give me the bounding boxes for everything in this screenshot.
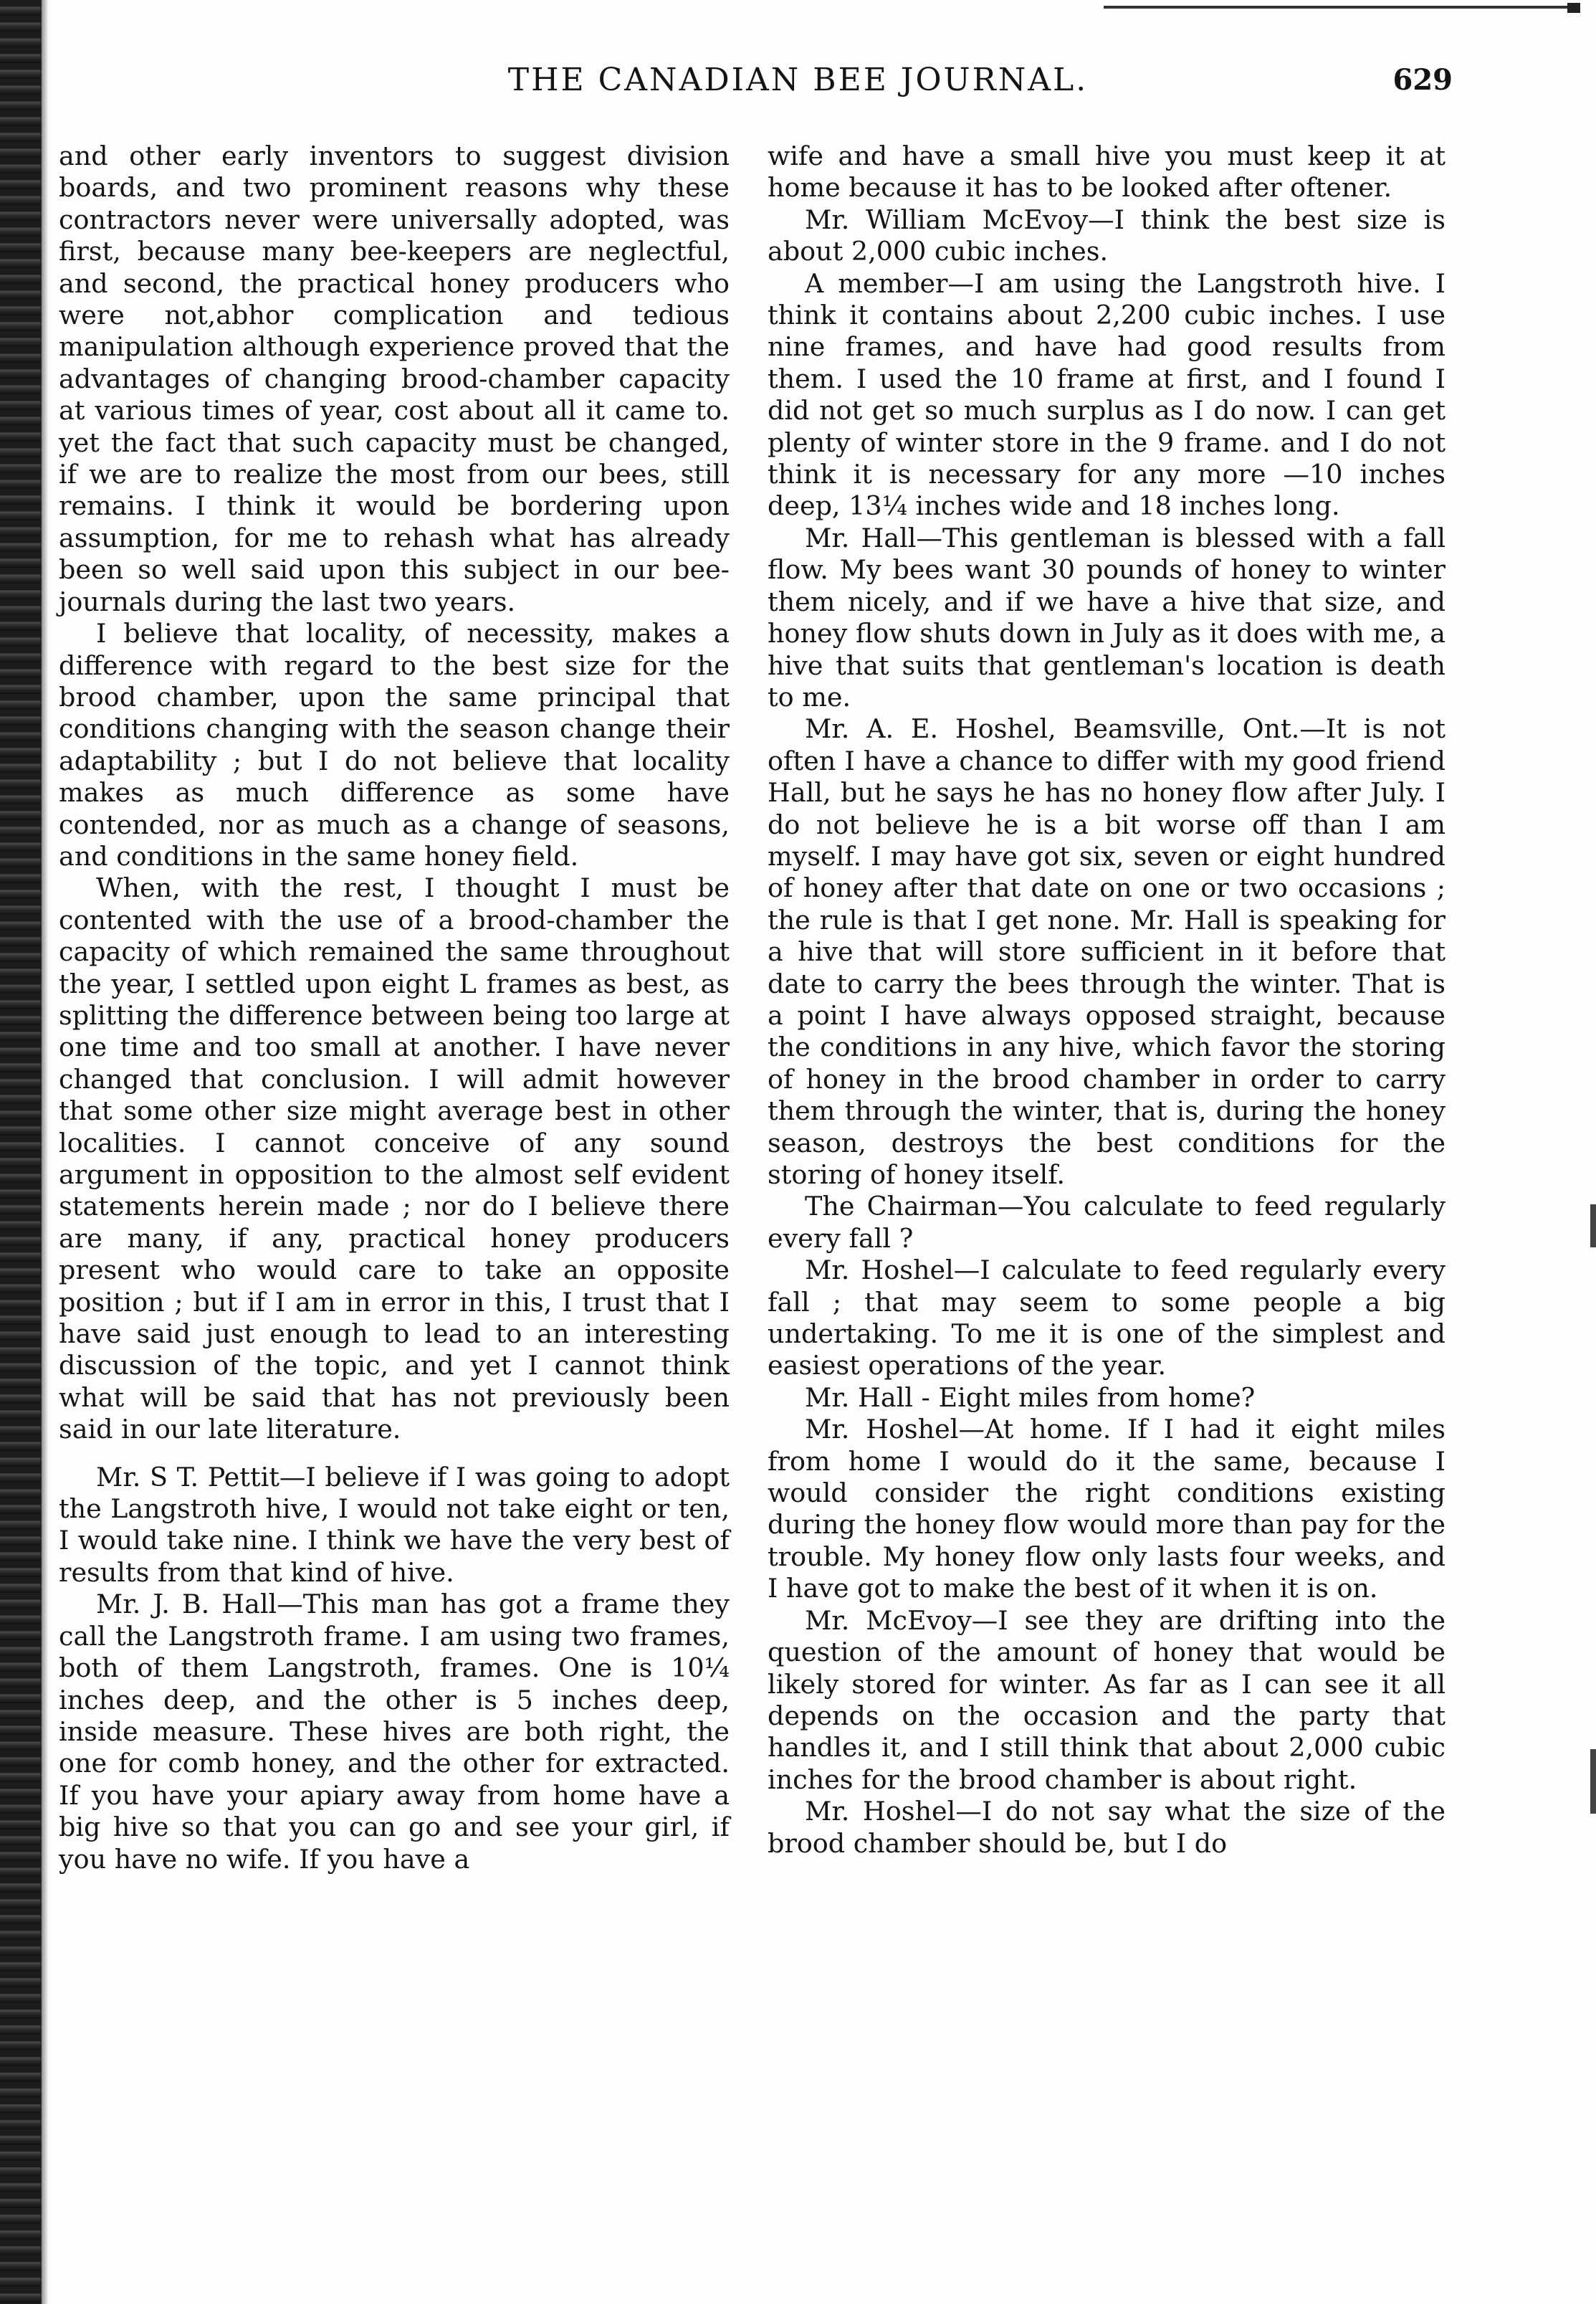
- paragraph: Mr. Hoshel—At home. If I had it eight miles from home I would do it the same, because I would consider the right conditions existing during the honey flow would more than pay for the trouble. My honey flow only lasts four weeks, and I have got to make the best of it when it is on.: [768, 1414, 1446, 1604]
- running-header: [0, 62, 1596, 105]
- scan-mark: [1590, 1749, 1596, 1814]
- paragraph: Mr. William McEvoy—I think the best size is about 2,000 cubic inches.: [768, 204, 1446, 267]
- paragraph: Mr. A. E. Hoshel, Beamsville, Ont.—It is not often I have a chance to differ with my good friend Hall, but he says he has no honey flow after July. I do not believe he is a bit worse off than I am myself. I may have got six, seven or eight hundred of honey after that date on one or two occasions ; the rule is that I get none. Mr. Hall is speaking for a hive that will store sufficient in it before that date to carry the bees through the winter. That is a point I have always opposed straight, because the conditions in any hive, which favor the storing of honey in the brood chamber in order to carry them through the winter, that is, during the honey season, destroys the best conditions for the storing of honey itself.: [768, 713, 1446, 1190]
- left-column: [59, 141, 730, 1875]
- paragraph: and other early inventors to suggest division boards, and two prominent reasons why these contractors never were universally adopted, was first, because many bee-keepers are neglectful, and second, the practical honey producers who were not,abhor complication and tedious manipulation although experience proved that the advantages of changing brood-chamber capacity at various times of year, cost about all it came to. yet the fact that such capacity must be changed, if we are to realize the most from our bees, still remains. I think it would be bordering upon assumption, for me to rehash what has already been so well said upon this subject in our bee-journals during the last two years.: [59, 141, 730, 617]
- paragraph: Mr. McEvoy—I see they are drifting into the question of the amount of honey that would be likely stored for winter. As far as I can see it all depends on the occasion and the party that handles it, and I still think that about 2,000 cubic inches for the brood chamber is about right.: [768, 1604, 1446, 1795]
- paragraph: A member—I am using the Langstroth hive. I think it contains about 2,200 cubic inches. I use nine frames, and have had good results from them. I used the 10 frame at first, and I found I did not get so much surplus as I do now. I can get plenty of winter store in the 9 frame. and I do not think it is necessary for any more —10 inches deep, 13¼ inches wide and 18 inches long.: [768, 267, 1446, 522]
- paragraph: Mr. J. B. Hall—This man has got a frame they call the Langstroth frame. I am using two frames, both of them Langstroth, frames. One is 10¼ inches deep, and the other is 5 inches deep, inside measure. These hives are both right, the one for comb honey, and the other for extracted. If you have your apiary away from home have a big hive so that you can go and see your girl, if you have no wife. If you have a: [59, 1589, 730, 1875]
- binding-edge: [0, 0, 42, 2304]
- scan-mark: [1590, 1204, 1596, 1247]
- top-rule: [1104, 6, 1580, 9]
- paragraph: Mr. S T. Pettit—I believe if I was going to adopt the Langstroth hive, I would not take eight or ten, I would take nine. I think we have the very best of results from that kind of hive.: [59, 1461, 730, 1588]
- journal-title: THE CANADIAN BEE JOURNAL.: [507, 62, 1089, 98]
- paragraph: The Chairman—You calculate to feed regularly every fall ?: [768, 1191, 1446, 1254]
- paragraph: Mr. Hoshel—I do not say what the size of the brood chamber should be, but I do: [768, 1796, 1446, 1859]
- right-column: [768, 141, 1446, 1860]
- paragraph: wife and have a small hive you must keep it at home because it has to be looked after oftener.: [768, 141, 1446, 204]
- paragraph: Mr. Hall—This gentleman is blessed with a fall flow. My bees want 30 pounds of honey to winter them nicely, and if we have a hive that size, and honey flow shuts down in July as it does with me, a hive that suits that gentleman's location is death to me.: [768, 522, 1446, 713]
- page-number: 629: [1392, 63, 1453, 97]
- paragraph: When, with the rest, I thought I must be contented with the use of a brood-chamber the capacity of which remained the same throughout the year, I settled upon eight L frames as best, as splitting the difference between being too large at one time and too small at another. I have never changed that conclusion. I will admit however that some other size might average best in other localities. I cannot conceive of any sound argument in opposition to the almost self evident statements herein made ; nor do I believe there are many, if any, practical honey producers present who would care to take an opposite position ; but if I am in error in this, I trust that I have said just enough to lead to an interesting discussion of the topic, and yet I cannot think what will be said that has not previously been said in our late literature.: [59, 872, 730, 1445]
- paragraph: Mr. Hall - Eight miles from home?: [805, 1381, 1256, 1413]
- paragraph: Mr. Hoshel—I calculate to feed regularly every fall ; that may seem to some people a big undertaking. To me it is one of the simplest and easiest operations of the year.: [768, 1255, 1446, 1381]
- paragraph: I believe that locality, of necessity, makes a difference with regard to the best size for the brood chamber, upon the same principal that conditions changing with the season change their adaptability ; but I do not believe that locality makes as much difference as some have contended, nor as much as a change of seasons, and conditions in the same honey field.: [59, 618, 730, 872]
